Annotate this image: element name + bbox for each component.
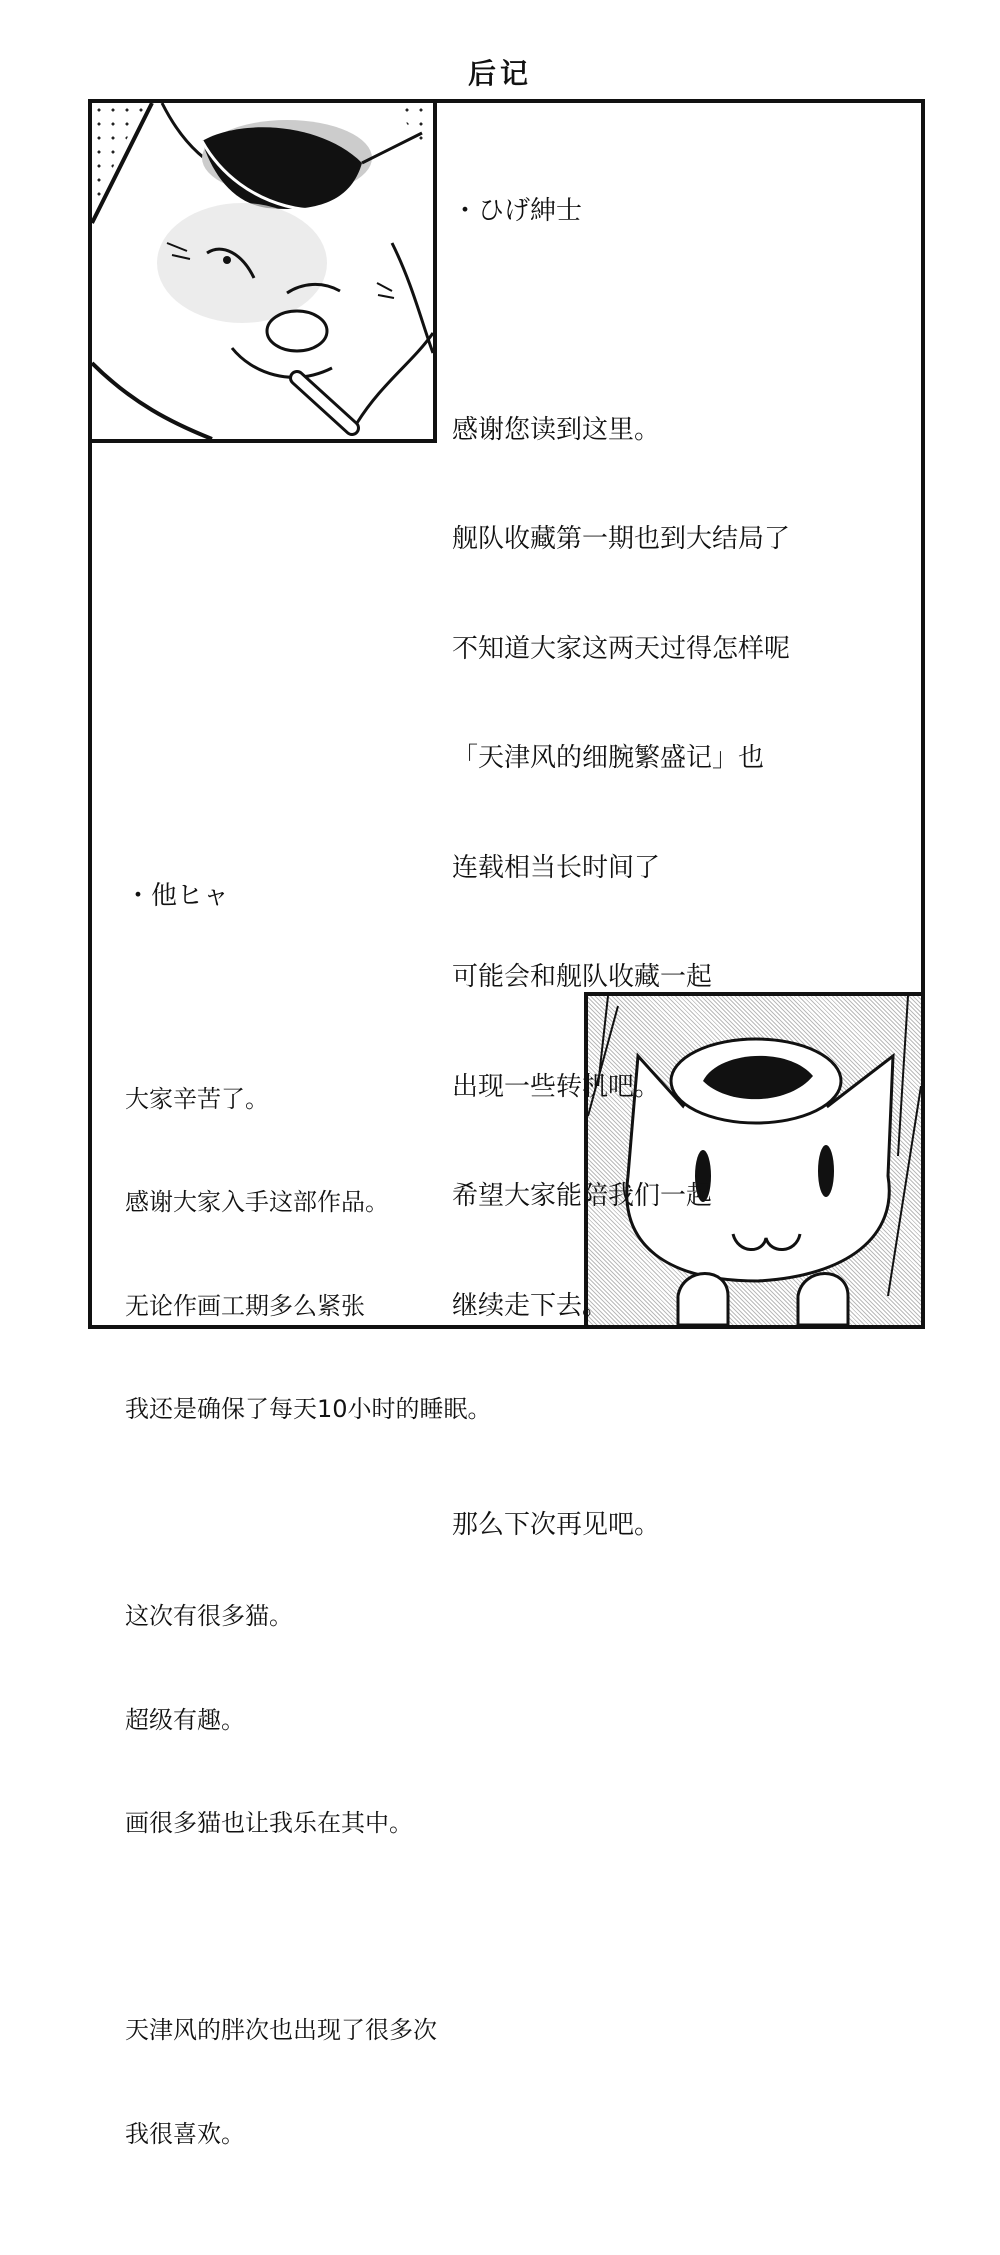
illustration-panel-mustache-cat	[88, 99, 437, 443]
text-line: 「天津风的细腕繁盛记」也	[452, 743, 765, 773]
author-name: ・ひげ紳士	[452, 196, 583, 226]
paragraph-spacer	[452, 1397, 790, 1434]
text-line: 我还是确保了每天10小时的睡眠。	[125, 1395, 492, 1423]
paragraph-spacer	[125, 1496, 492, 1531]
paragraph-spacer	[125, 1910, 492, 1945]
text-line: 舰队收藏第一期也到大结局了	[452, 524, 791, 554]
text-line: 感谢您读到这里。	[452, 414, 661, 445]
text-line: 这次有很多猫。	[125, 1602, 293, 1630]
afterword-section-tahya	[125, 810, 492, 2255]
mustache-cat-illustration-icon	[92, 103, 433, 439]
text-line: 希望大家能陪我们一起	[452, 1181, 713, 1211]
text-line: 继续走下去。	[452, 1290, 609, 1321]
text-line: 大家辛苦了。	[125, 1084, 269, 1113]
text-line: 天津风的胖次也出现了很多次	[125, 2016, 437, 2044]
text-line: 出现一些转机吧。	[452, 1071, 661, 1102]
text-line: 可能会和舰队收藏一起	[452, 962, 713, 992]
text-line: 连载相当长时间了	[452, 852, 661, 883]
text-line: 无论作画工期多么紧张	[125, 1291, 365, 1320]
text-line: 超级有趣。	[125, 1705, 245, 1734]
text-line: 我很喜欢。	[125, 2119, 245, 2148]
text-line: 那么下次再见吧。	[452, 1509, 661, 1540]
author-name: ・他ヒャ	[125, 881, 230, 911]
text-line: 画很多猫也让我乐在其中。	[125, 1809, 413, 1837]
page-title: 后记	[467, 57, 532, 90]
message-paragraph	[125, 1013, 492, 2221]
text-line: 不知道大家这两天过得怎样呢	[452, 633, 791, 664]
text-line: 感谢大家入手这部作品。	[125, 1188, 389, 1216]
afterword-section-higeshinshi	[452, 120, 790, 1653]
message-paragraph	[452, 339, 790, 1617]
